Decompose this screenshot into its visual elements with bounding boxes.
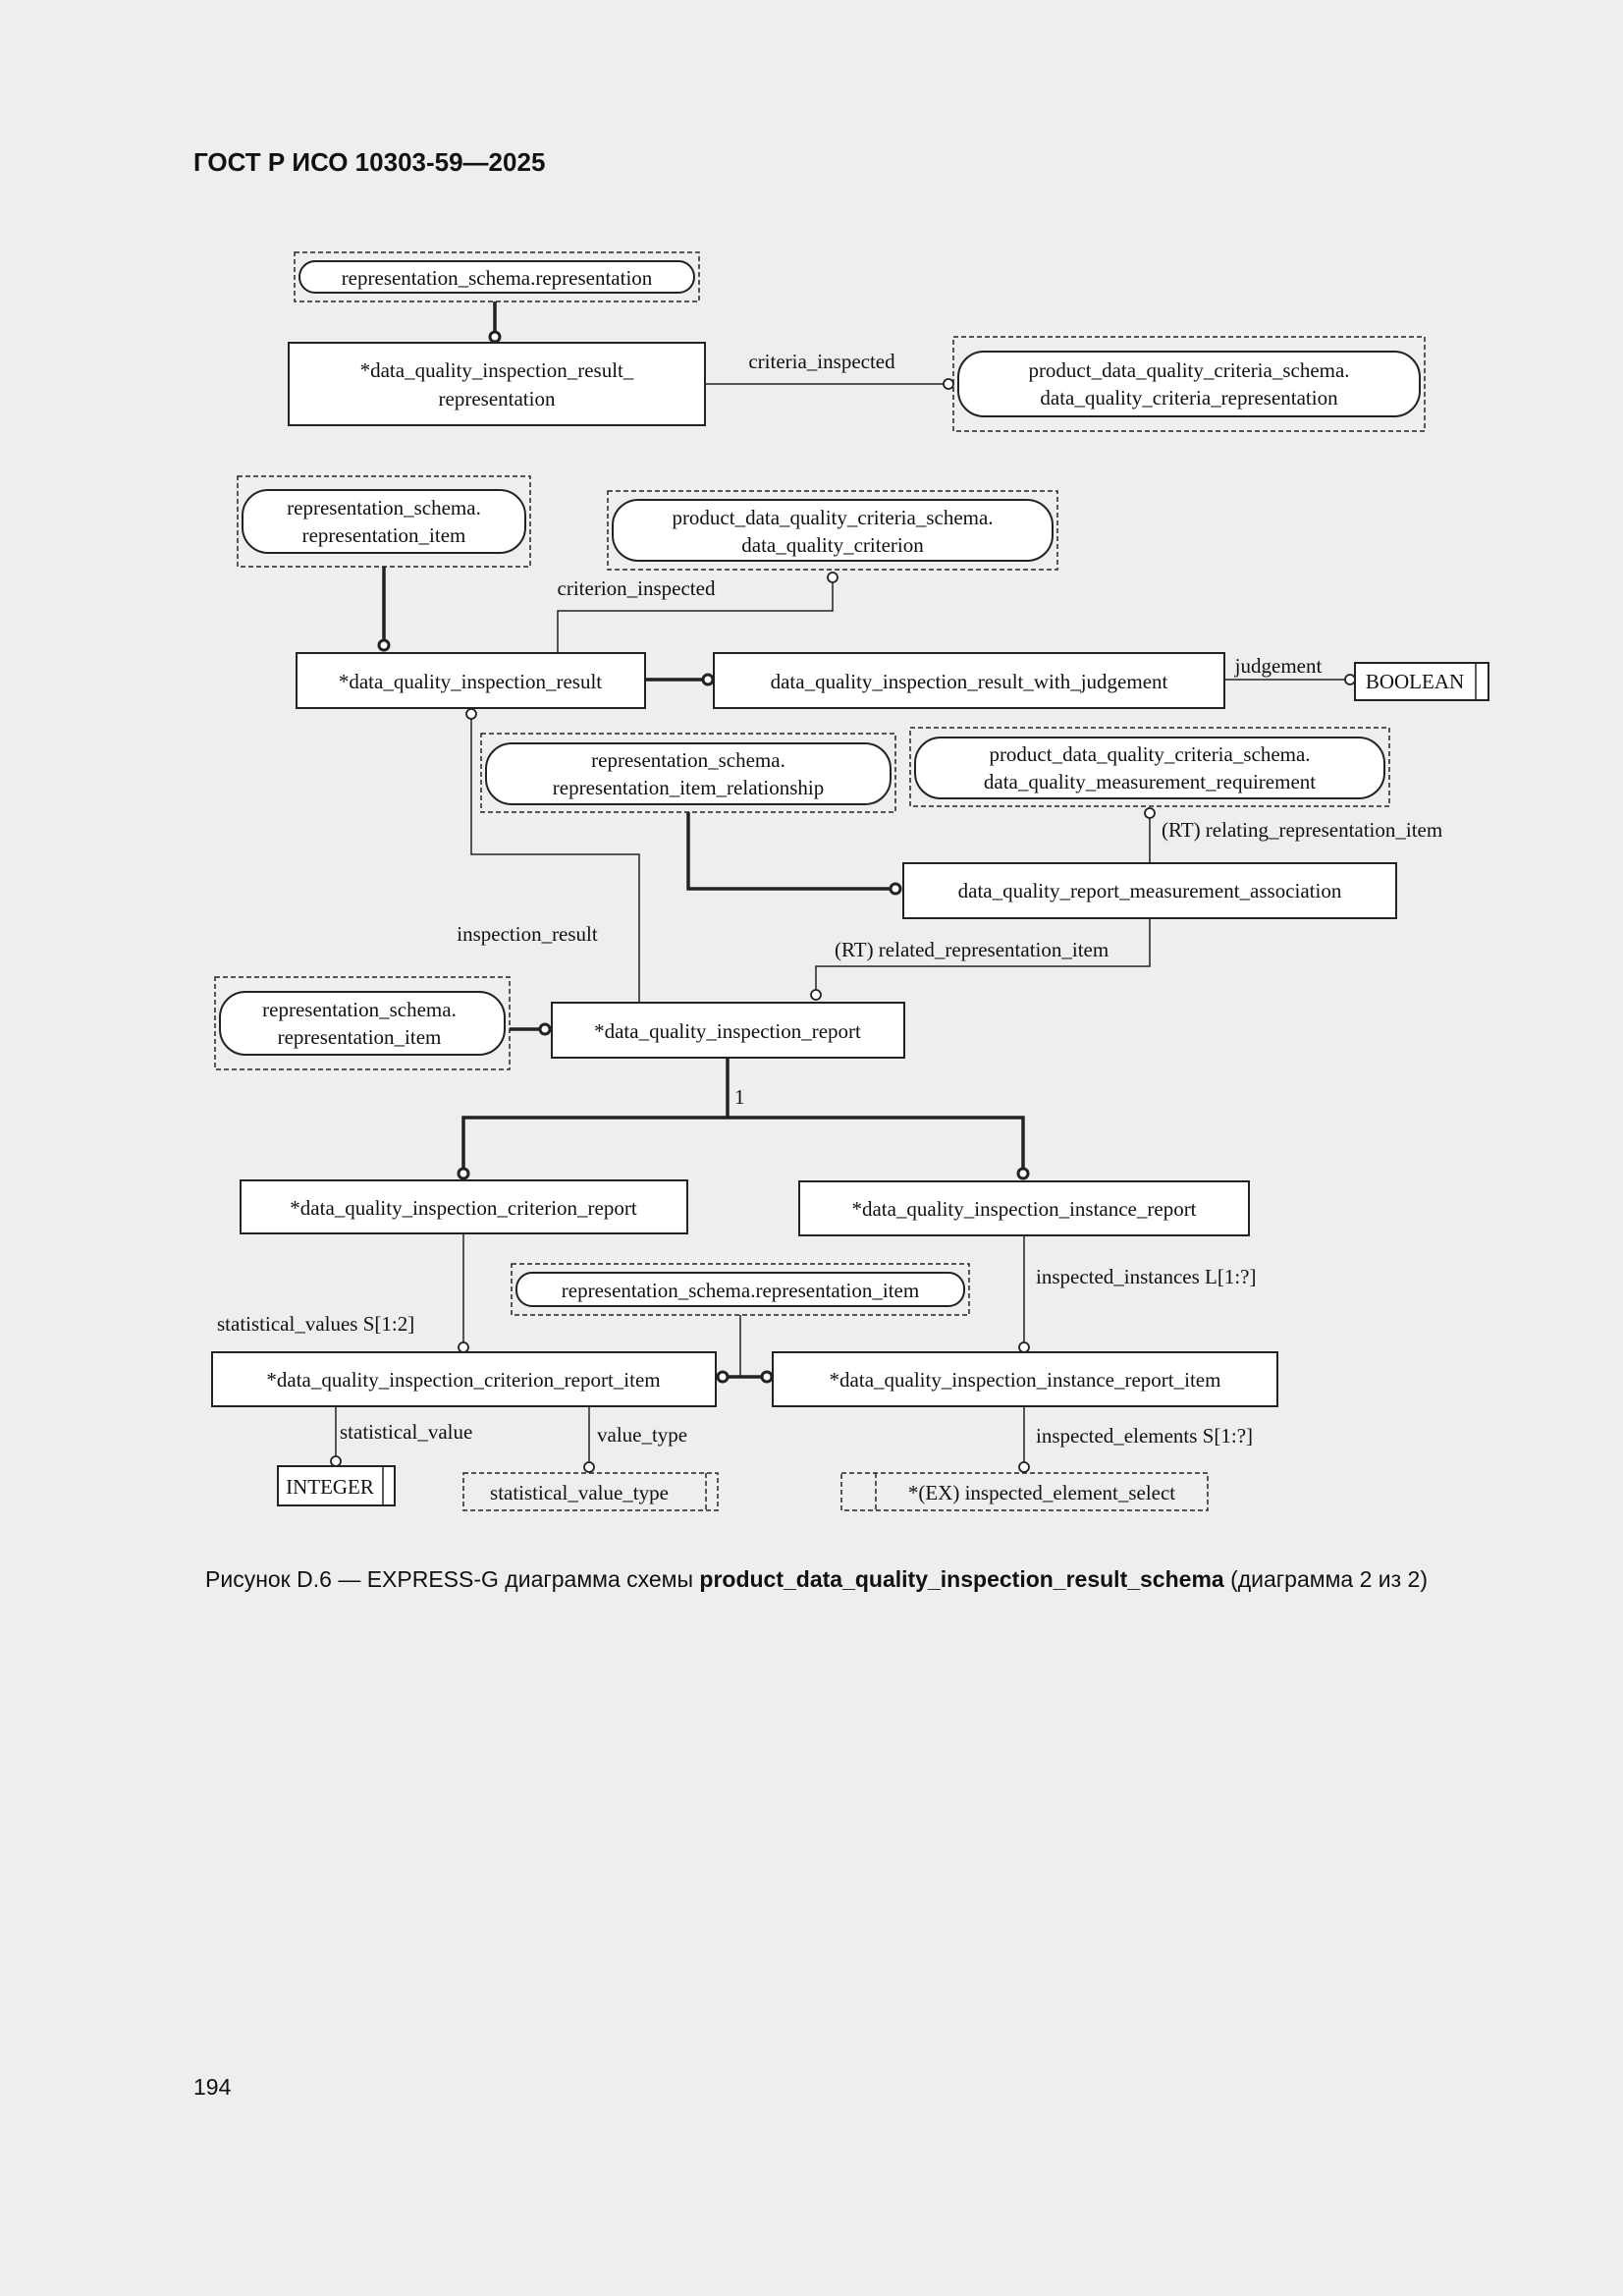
relation-label-inspection-result: inspection_result [457,922,598,946]
subtype-link-relationship [688,812,890,889]
entity-label: *data_quality_inspection_report [594,1019,861,1043]
entity-label-line1: representation_schema. [591,748,785,772]
link-end-circle [1018,1169,1028,1178]
entity-representation-schema-representation-item-bottom [512,1264,969,1315]
relation-label-one: 1 [734,1085,745,1109]
entity-data-quality-inspection-result-with-judgement [714,653,1224,708]
entity-label: *data_quality_inspection_result [338,670,603,693]
entity-label: representation_schema.representation_item [561,1279,920,1302]
entity-data-quality-inspection-criterion-report-item [212,1352,716,1406]
caption-suffix: (диаграмма 2 из 2) [1223,1566,1428,1592]
entity-label-line1: representation_schema. [262,998,457,1021]
link-end-circle [584,1462,594,1472]
entity-inspected-element-select [841,1473,1208,1510]
entity-label: *data_quality_inspection_instance_report [851,1197,1197,1221]
entity-representation-schema-representation-item-top [238,476,530,567]
entity-data-quality-inspection-result [297,653,645,708]
page-number: 194 [193,2074,232,2100]
entity-label: *data_quality_inspection_instance_report_item [829,1368,1221,1392]
entity-label-line2: data_quality_measurement_requirement [983,770,1317,793]
entity-label-line1: product_data_quality_criteria_schema. [672,506,994,529]
relation-label-criteria-inspected: criteria_inspected [748,350,895,373]
link-end-circle [1345,675,1355,684]
relation-label-statistical-values: statistical_values S[1:2] [217,1312,415,1336]
entity-boolean [1355,663,1488,700]
entity-label: *data_quality_inspection_criterion_report_item [266,1368,661,1392]
link-end-circle [540,1024,550,1034]
link-end-circle [828,573,838,582]
link-end-circle [1145,808,1155,818]
entity-data-quality-report-measurement-association [903,863,1396,918]
entity-representation-schema-representation [295,252,699,301]
link-end-circle [331,1456,341,1466]
entity-label-line2: data_quality_criterion [741,533,924,557]
entity-pdqc-data-quality-criterion [608,491,1057,570]
entity-statistical-value-type [463,1473,718,1510]
entity-data-quality-inspection-result-representation [289,343,705,425]
entity-label-line1: *data_quality_inspection_result_ [359,358,634,382]
link-end-circle [459,1342,468,1352]
relation-label-statistical-value: statistical_value [340,1420,473,1444]
entity-pdqc-data-quality-measurement-requirement [910,728,1389,806]
relation-label-inspected-elements: inspected_elements S[1:?] [1036,1424,1254,1448]
link-end-circle [490,332,500,342]
link-end-circle [718,1372,728,1382]
link-end-circle [466,709,476,719]
page-header: ГОСТ Р ИСО 10303-59—2025 [193,147,546,177]
entity-label-line2: representation_item [277,1025,442,1049]
entity-representation-schema-representation-item-mid [215,977,510,1069]
relation-label-related: (RT) related_representation_item [835,938,1109,961]
relation-label-criterion-inspected: criterion_inspected [557,576,716,600]
link-end-circle [379,640,389,650]
entity-label: *(EX) inspected_element_select [907,1481,1176,1504]
link-end-circle [891,884,900,894]
link-end-circle [1019,1462,1029,1472]
entity-label-line2: representation_item_relationship [552,776,825,799]
entity-label-line1: product_data_quality_criteria_schema. [989,742,1311,766]
entity-label-line2: data_quality_criteria_representation [1040,386,1338,410]
figure-caption [205,1566,1428,1593]
entity-label: data_quality_inspection_result_with_judgement [770,670,1168,693]
relation-label-inspected-instances: inspected_instances L[1:?] [1036,1265,1257,1288]
relation-label-judgement: judgement [1234,654,1323,678]
entity-label: INTEGER [286,1475,374,1499]
caption-prefix: Рисунок D.6 — EXPRESS-G диаграмма схемы [205,1566,700,1592]
entity-label: *data_quality_inspection_criterion_report [290,1196,637,1220]
entity-data-quality-inspection-criterion-report [241,1180,687,1233]
entity-label-line2: representation [438,387,556,410]
entity-representation-schema-representation-item-relationship [481,734,895,812]
link-end-circle [459,1169,468,1178]
caption-schema-name: product_data_quality_inspection_result_schema [699,1566,1224,1592]
link-end-circle [944,379,953,389]
entity-label: representation_schema.representation [341,266,653,290]
relation-label-relating: (RT) relating_representation_item [1162,818,1443,842]
entity-label-line1: product_data_quality_criteria_schema. [1028,358,1350,382]
link-end-circle [703,675,713,684]
entity-label: statistical_value_type [490,1481,669,1504]
entity-integer [278,1466,395,1505]
link-end-circle [1019,1342,1029,1352]
entity-pdqc-data-quality-criteria-representation [953,337,1425,431]
entity-data-quality-inspection-instance-report-item [773,1352,1277,1406]
entity-label-line2: representation_item [301,523,466,547]
relation-label-value-type: value_type [597,1423,688,1447]
one-of-tree-branches [463,1118,1023,1169]
entity-label-line1: representation_schema. [287,496,481,519]
entity-label: BOOLEAN [1365,670,1465,693]
link-end-circle [762,1372,772,1382]
entity-data-quality-inspection-report [552,1003,904,1058]
entity-label: data_quality_report_measurement_association [957,879,1342,902]
entity-data-quality-inspection-instance-report [799,1181,1249,1235]
link-end-circle [811,990,821,1000]
